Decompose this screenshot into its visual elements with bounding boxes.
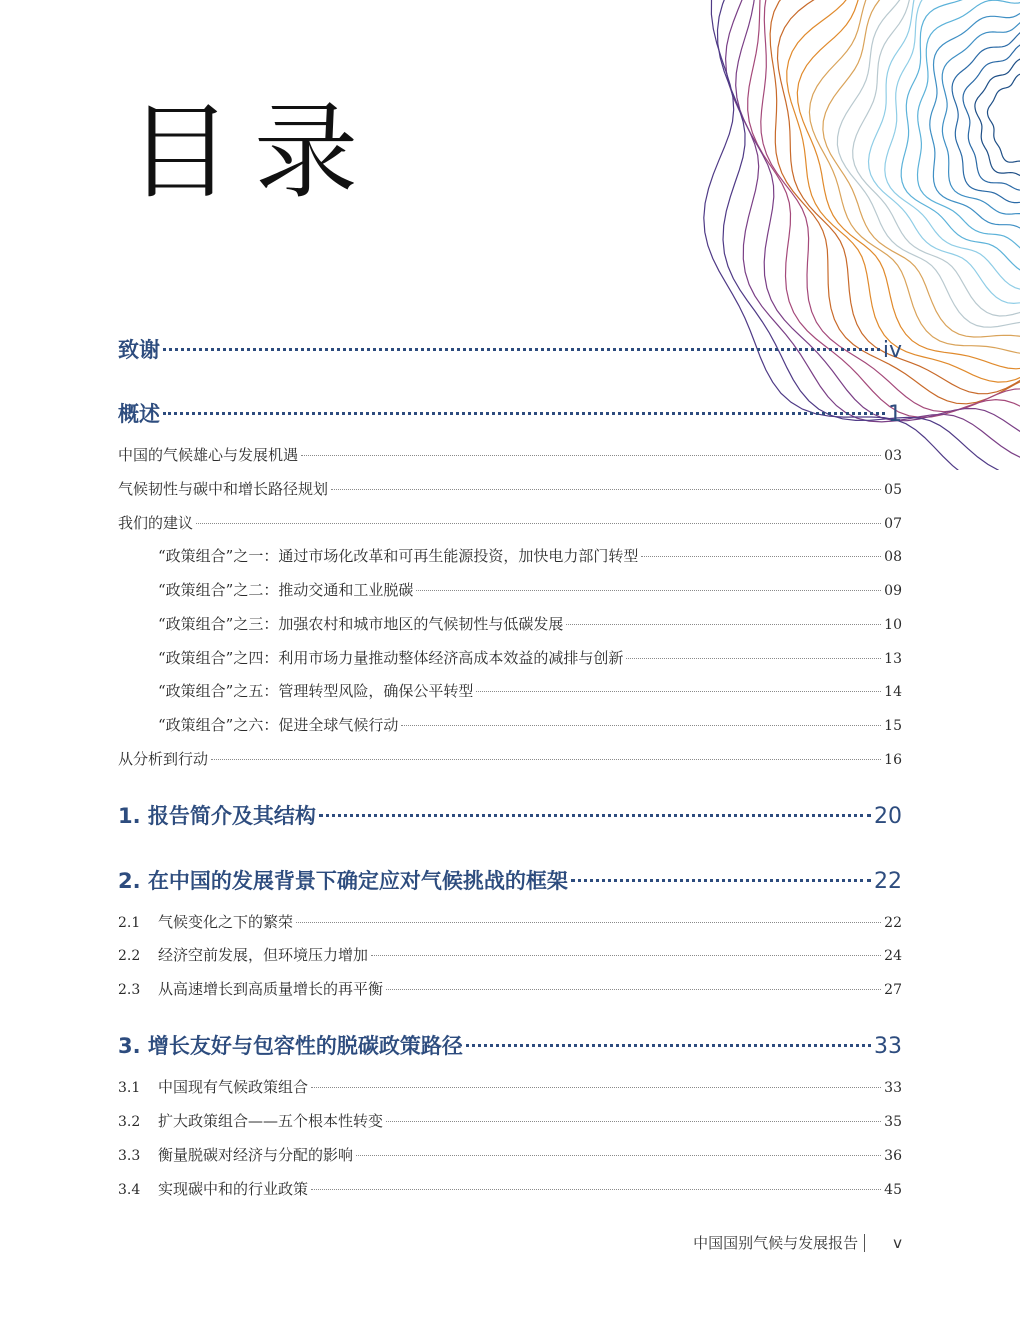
toc-entry-page: 05 <box>884 482 902 498</box>
toc-subentry[interactable] <box>118 1110 902 1131</box>
dot-leader <box>571 879 871 882</box>
toc-entry-page: 07 <box>884 516 902 532</box>
toc-entry-label: 1. 报告简介及其结构 <box>118 804 316 828</box>
page-title: 目录 <box>128 91 381 213</box>
toc-entry-label: 从高速增长到高质量增长的再平衡 <box>158 980 384 998</box>
toc-entry-page: 33 <box>884 1080 902 1096</box>
dot-leader <box>319 814 871 817</box>
contour-line <box>988 74 1020 164</box>
toc-subentry[interactable] <box>118 1144 902 1165</box>
toc-entry-page: 1 <box>888 402 902 427</box>
toc-entry-page: 27 <box>884 982 902 998</box>
toc-entry-label: “政策组合”之一：通过市场化改革和可再生能源投资，加快电力部门转型 <box>158 547 639 565</box>
toc-subentry[interactable] <box>158 613 902 634</box>
dot-leader <box>626 658 881 659</box>
toc-subentry[interactable] <box>158 714 902 735</box>
toc-entry-page: 03 <box>884 448 902 464</box>
toc-entry-label: 我们的建议 <box>118 514 194 532</box>
dot-leader <box>163 348 880 351</box>
dot-leader <box>416 590 881 591</box>
toc-entry-page: 22 <box>884 915 902 931</box>
section-number: 2.1 <box>118 915 141 931</box>
toc-entry-label: “政策组合”之五：管理转型风险，确保公平转型 <box>158 682 474 700</box>
dot-leader <box>566 624 881 625</box>
dot-leader <box>296 922 881 923</box>
toc-subentry[interactable] <box>118 911 902 932</box>
contour-line <box>823 0 1020 338</box>
toc-entry-page: 22 <box>874 869 902 894</box>
dot-leader <box>311 1087 881 1088</box>
toc-entry-label: 2. 在中国的发展背景下确定应对气候挑战的框架 <box>118 869 568 893</box>
toc-entry-label: “政策组合”之三：加强农村和城市地区的气候韧性与低碳发展 <box>158 615 564 633</box>
contour-line <box>975 58 1020 177</box>
section-number: 3.2 <box>118 1114 141 1130</box>
toc-entry-label: 中国的气候雄心与发展机遇 <box>118 446 299 464</box>
dot-leader <box>476 691 881 692</box>
contour-line <box>942 15 1020 225</box>
toc-entry-label: 扩大政策组合——五个根本性转变 <box>158 1112 384 1130</box>
dot-leader <box>163 412 885 415</box>
toc-entry-chapter-1[interactable] <box>118 800 902 830</box>
dot-leader <box>386 989 881 990</box>
toc-entry-label: 3. 增长友好与包容性的脱碳政策路径 <box>118 1034 463 1058</box>
footer-divider <box>864 1234 865 1252</box>
toc-entry-page: 24 <box>884 948 902 964</box>
contour-line <box>952 28 1020 206</box>
page-footer <box>600 1232 902 1253</box>
toc-entry-label: 概述 <box>118 402 160 426</box>
toc-entry-label: 中国现有气候政策组合 <box>158 1078 309 1096</box>
toc-entry-page: 35 <box>884 1114 902 1130</box>
toc-entry-chapter-2[interactable] <box>118 865 902 895</box>
toc-entry-overview[interactable] <box>118 398 902 428</box>
toc-subentry[interactable] <box>118 1076 902 1097</box>
section-number: 2.3 <box>118 982 141 998</box>
toc-subentry[interactable] <box>158 647 902 668</box>
section-number: 3.4 <box>118 1182 141 1198</box>
dot-leader <box>466 1044 871 1047</box>
toc-entry-page: 16 <box>884 752 902 768</box>
toc-entry-page: 33 <box>874 1034 902 1059</box>
toc-subentry[interactable] <box>118 444 902 465</box>
section-number: 3.1 <box>118 1080 141 1096</box>
report-name: 中国国别气候与发展报告 <box>693 1234 859 1252</box>
toc-entry-page: 15 <box>884 718 902 734</box>
toc-entry-page: 10 <box>884 617 902 633</box>
toc-entry-ack[interactable] <box>118 334 902 364</box>
toc-entry-page: 14 <box>884 684 902 700</box>
dot-leader <box>401 725 881 726</box>
page-number: v <box>893 1233 902 1252</box>
toc-subentry[interactable] <box>158 545 902 566</box>
toc-entry-label: 经济空前发展，但环境压力增加 <box>158 946 369 964</box>
dot-leader <box>196 523 881 524</box>
toc-entry-page: 36 <box>884 1148 902 1164</box>
toc-entry-label: 从分析到行动 <box>118 750 209 768</box>
toc-subentry[interactable] <box>158 579 902 600</box>
toc-entry-label: 实现碳中和的行业政策 <box>158 1180 309 1198</box>
toc-entry-label: 致谢 <box>118 338 160 362</box>
dot-leader <box>371 955 881 956</box>
toc-entry-label: 气候韧性与碳中和增长路径规划 <box>118 480 329 498</box>
contour-line <box>885 0 1020 290</box>
toc-subentry[interactable] <box>118 944 902 965</box>
contour-line <box>837 0 1020 327</box>
contour-line <box>797 0 1020 369</box>
dot-leader <box>301 455 881 456</box>
toc-entry-page: 09 <box>884 583 902 599</box>
toc-subentry[interactable] <box>118 978 902 999</box>
contour-line <box>963 43 1020 190</box>
dot-leader <box>331 489 881 490</box>
toc-subentry[interactable] <box>158 680 902 701</box>
toc-entry-page: 13 <box>884 651 902 667</box>
toc-entry-label: “政策组合”之二：推动交通和工业脱碳 <box>158 581 414 599</box>
dot-leader <box>211 759 881 760</box>
toc-entry-chapter-3[interactable] <box>118 1030 902 1060</box>
toc-entry-label: 气候变化之下的繁荣 <box>158 913 294 931</box>
dot-leader <box>356 1155 881 1156</box>
toc-subentry[interactable] <box>118 748 902 769</box>
toc-subentry[interactable] <box>118 478 902 499</box>
toc-subentry[interactable] <box>118 512 902 533</box>
dot-leader <box>641 556 881 557</box>
toc-entry-page: 08 <box>884 549 902 565</box>
toc-entry-label: 衡量脱碳对经济与分配的影响 <box>158 1146 354 1164</box>
section-number: 3.3 <box>118 1148 141 1164</box>
section-number: 2.2 <box>118 948 141 964</box>
toc-entry-label: “政策组合”之四：利用市场力量推动整体经济高成本效益的减排与创新 <box>158 649 624 667</box>
dot-leader <box>386 1121 881 1122</box>
toc-entry-page: iv <box>882 338 902 363</box>
toc-entry-label: “政策组合”之六：促进全球气候行动 <box>158 716 399 734</box>
contour-line <box>809 0 1020 354</box>
toc-subentry[interactable] <box>118 1178 902 1199</box>
toc-entry-page: 45 <box>884 1182 902 1198</box>
toc-entry-page: 20 <box>874 804 902 829</box>
dot-leader <box>311 1189 881 1190</box>
